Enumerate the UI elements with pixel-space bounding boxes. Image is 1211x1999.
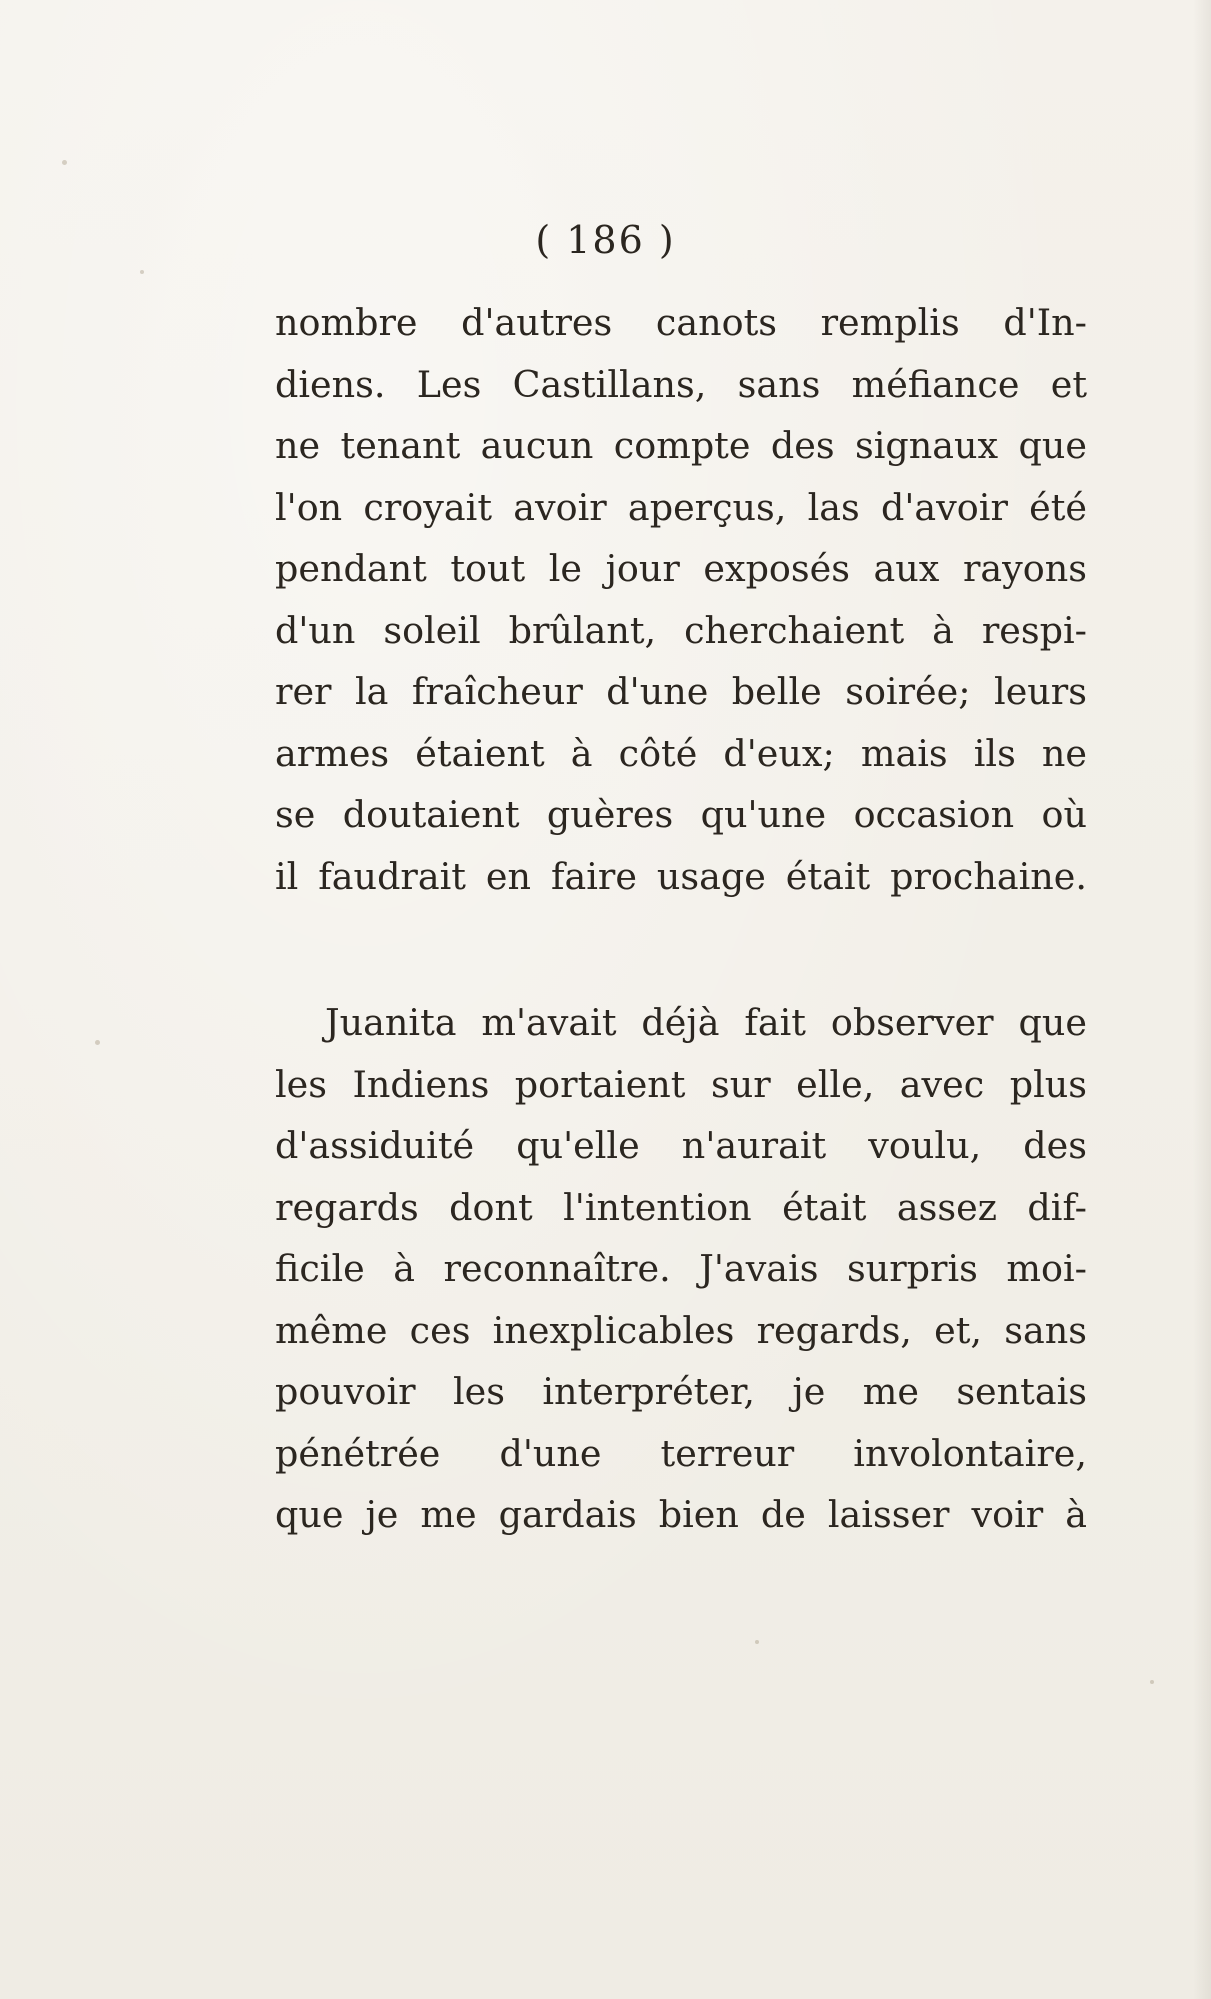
text-line: que je me gardais bien de laisser voir à	[275, 1493, 1087, 1536]
paragraph-2	[275, 992, 1087, 1546]
text-line: l'on croyait avoir aperçus, las d'avoir été	[275, 485, 1087, 529]
text-line: d'assiduité qu'elle n'aurait voulu, des	[275, 1124, 1087, 1167]
text-line: ficile à reconnaître. J'avais surpris moi-	[275, 1247, 1087, 1290]
page-edge-shadow	[1193, 0, 1211, 1999]
text-line: rer la fraîcheur d'une belle soirée; leurs	[275, 670, 1087, 713]
paper-speck	[755, 1640, 759, 1644]
page-number: ( 186 )	[535, 218, 676, 262]
text-line: d'un soleil brûlant, cherchaient à respi-	[275, 608, 1087, 652]
text-line: il faudrait en faire usage était prochaine.	[275, 854, 1087, 898]
text-line: nombre d'autres canots remplis d'In-	[275, 301, 1087, 344]
text-line: Juanita m'avait déjà fait observer que	[325, 1001, 1087, 1044]
paper-speck	[62, 160, 67, 165]
text-line: diens. Les Castillans, sans méfiance et	[275, 362, 1087, 406]
text-line: pouvoir les interpréter, je me sentais	[275, 1370, 1087, 1413]
text-line: se doutaient guères qu'une occasion où	[275, 793, 1087, 836]
paper-speck	[140, 270, 144, 274]
paragraph-1	[275, 292, 1087, 907]
paper-speck	[95, 1040, 100, 1045]
text-line: pénétrée d'une terreur involontaire,	[275, 1431, 1087, 1475]
text-line: ne tenant aucun compte des signaux que	[275, 424, 1087, 467]
text-line: pendant tout le jour exposés aux rayons	[275, 547, 1087, 590]
paper-speck	[1150, 1680, 1154, 1684]
text-line: les Indiens portaient sur elle, avec plus	[275, 1062, 1087, 1106]
text-line: même ces inexplicables regards, et, sans	[275, 1308, 1087, 1352]
text-line: armes étaient à côté d'eux; mais ils ne	[275, 731, 1087, 775]
text-line: regards dont l'intention était assez dif-	[275, 1185, 1087, 1229]
